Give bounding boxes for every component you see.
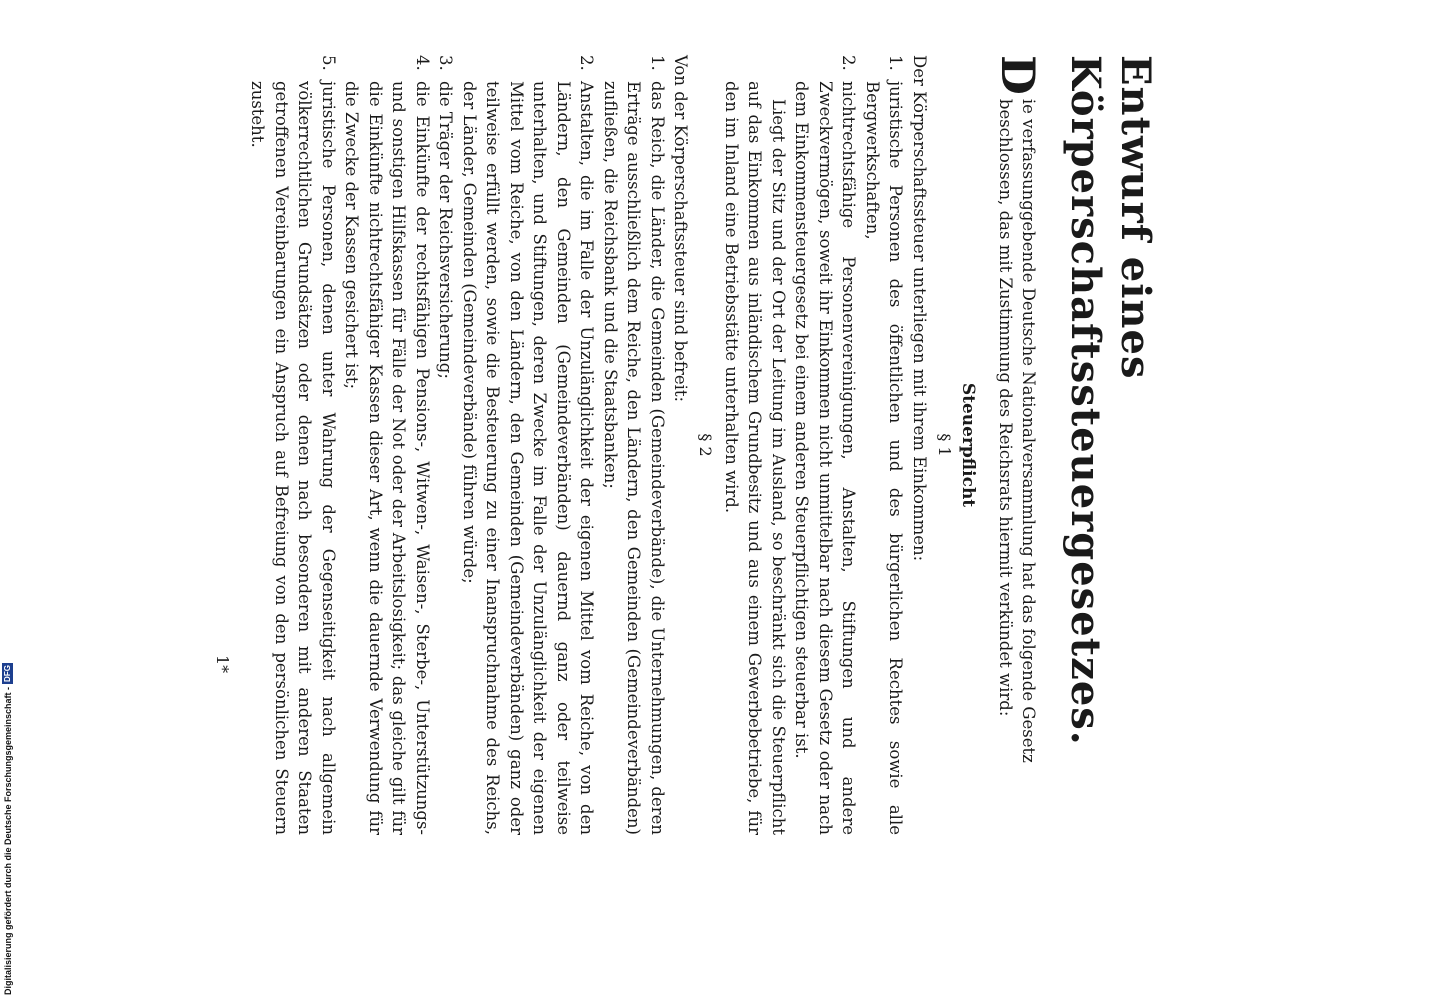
item-number: 3. xyxy=(436,55,456,71)
intro-paragraph xyxy=(991,55,1045,835)
item-number: 2. xyxy=(839,55,859,71)
item-number: 4. xyxy=(413,55,432,71)
list-item xyxy=(861,55,908,835)
document-page xyxy=(170,55,1160,835)
credit-text: Digitalisierung gefördert durch die Deutsche Forschungsgemeinschaft - xyxy=(2,686,13,995)
item-text: die Träger der Reichsversicherung; xyxy=(436,81,456,379)
paragraph-1-list xyxy=(790,55,908,835)
paragraph-1-lead: Der Körperschaftssteuer unterliegen mit ihrem Einkommen: xyxy=(910,55,929,562)
paragraph-2-list xyxy=(246,55,669,835)
list-item xyxy=(340,55,434,835)
item-text: juristische Personen, denen unter Wahrung der Gegenseitigkeit nach allgemein völkerrechtlichen Grundsätzen oder denen nach besonderen mit anderen Staaten getroffenen Vereinbarungen ein Anspruch auf Befreiung von den persönlichen Steuern zusteht. xyxy=(248,81,338,835)
item-text: die Einkünfte der rechtsfähigen Pensions-, Witwen-, Waisen-, Sterbe-, Unterstützungs- und sonstigen Hilfskassen für Fälle der Not oder der Arbeitslosigkeit; das gleiche gilt für die Einkünfte nichtrechtsfähiger Kassen dieser Art, wenn die dauernde Verwendung für die Zwecke der Kassen gesichert ist; xyxy=(342,81,432,835)
document-title: Entwurf eines Körperschaftssteuergesetzes. xyxy=(1062,55,1159,746)
item-text: Anstalten, die im Falle der Unzulänglichkeit der eigenen Mittel vom Reiche, von den Ländern, den Gemeinden (Gemeindeverbänden) dauernd ganz oder teilweise unterhalten, und Stiftungen, deren Zwecke im Falle der Unzulänglichkeit der eigenen Mittel vom Reiche, von den Ländern, den Gemeinden (Gemeindeverbänden) ganz oder teilweise erfüllt werden, sowie die Besteuerung zu einer Inanspruchnahme des Reichs, der Länder, Gemeinden (Gemeindeverbände) führen würde; xyxy=(460,81,597,835)
list-item xyxy=(458,55,599,835)
paragraph-number-2: § 2 xyxy=(696,433,716,457)
list-item xyxy=(790,55,861,835)
paragraph-number-1: § 1 xyxy=(935,433,954,457)
paragraph-1-continuation: Liegt der Sitz und der Ort der Leitung im Ausland, so beschränkt sich die Steuerpflicht auf das Einkommen aus inländischem Grundbesitz und aus einem Gewerbebetriebe, für den im Inland eine Betriebsstätte unterhalten wird. xyxy=(722,81,788,835)
item-number: 2. xyxy=(577,55,597,71)
page-number: 1* xyxy=(213,655,232,674)
drop-cap: D xyxy=(991,55,1045,95)
dfg-logo: DFG xyxy=(3,665,12,682)
item-number: 5. xyxy=(319,55,338,71)
list-item xyxy=(599,55,670,835)
item-text: das Reich, die Länder, die Gemeinden (Gemeindeverbände), die Unternehmungen, deren Erträge ausschließlich dem Reiche, den Ländern, den Gemeinden (Gemeindeverbänden) zufließen, die Reichsbank und die Staatsbanken; xyxy=(601,81,667,835)
item-number: 1. xyxy=(886,55,906,71)
digitization-credit xyxy=(2,663,13,995)
item-number: 1. xyxy=(648,55,667,71)
item-text: juristische Personen des öffentlichen und des bürgerlichen Rechtes sowie alle Bergwerkschaften, xyxy=(863,81,906,835)
intro-text: ie verfassunggebende Deutsche Nationalversammlung hat das folgende Gesetz beschlossen, das mit Zustimmung des Reichsrats hiermit verkündet wird: xyxy=(996,98,1038,763)
paragraph-2-lead: Von der Körperschaftssteuer sind befreit: xyxy=(671,55,691,403)
section-heading: Steuerpflicht xyxy=(958,382,978,508)
list-item xyxy=(246,55,340,835)
list-item xyxy=(434,55,458,835)
item-text: nichtrechtsfähige Personenvereinigungen, Anstalten, Stiftungen und andere Zweckvermögen, soweit ihr Einkommen nicht unmittelbar nach diesem Gesetz oder nach dem Einkommensteuergesetz bei einem anderen Steuerpflichtigen steuerbar ist. xyxy=(792,81,859,835)
